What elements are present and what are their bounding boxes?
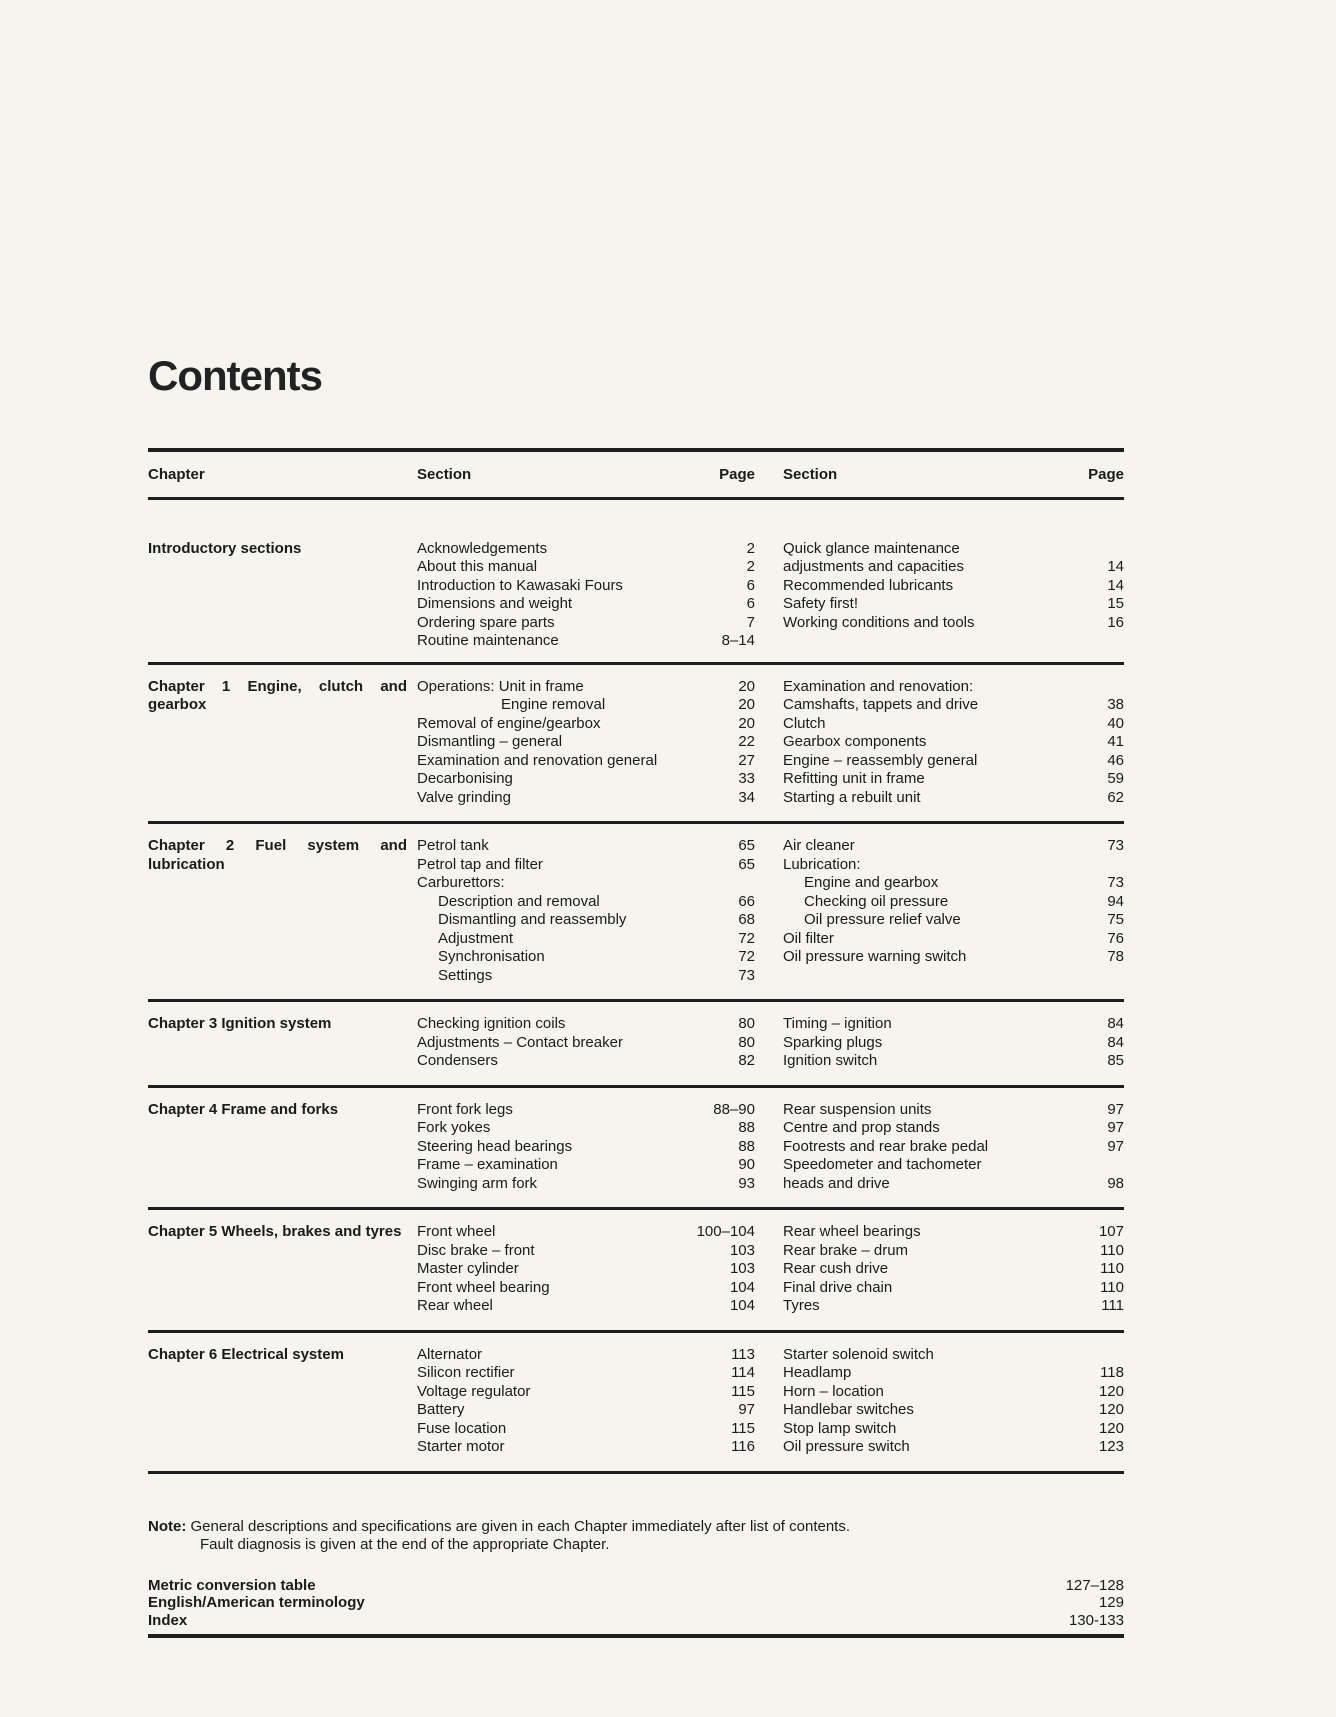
page-number: 129 (1098, 1594, 1124, 1611)
page-number: 103 (729, 1260, 755, 1277)
section-label: Decarbonising (417, 770, 513, 787)
section-label: heads and drive (783, 1174, 890, 1192)
footer-row (148, 1612, 1124, 1630)
page-number: 115 (731, 1419, 755, 1437)
column-header-page-right: Page (1088, 466, 1124, 483)
section-label: Introduction to Kawasaki Fours (417, 576, 623, 594)
toc-entry (783, 1119, 1124, 1138)
footer-row (148, 1594, 1124, 1612)
section-label: Camshafts, tappets and drive (783, 696, 979, 713)
toc-entry (783, 577, 1124, 596)
page-number: 110 (1100, 1260, 1124, 1277)
page-number: 40 (1107, 714, 1124, 732)
section-label: Stop lamp switch (783, 1419, 897, 1437)
page-number: 111 (1101, 1297, 1124, 1314)
toc-entry (417, 1015, 755, 1034)
page-number: 94 (1107, 892, 1124, 910)
page-number: 115 (731, 1382, 755, 1400)
page-number: 97 (1107, 1137, 1124, 1155)
toc-entry (783, 789, 1124, 808)
page-number: 76 (1107, 929, 1124, 947)
page-number: 104 (729, 1297, 755, 1314)
section-label: Refitting unit in frame (783, 770, 925, 787)
page-number: 88–90 (713, 1100, 755, 1118)
toc-entry (417, 558, 755, 577)
toc-entry (783, 1015, 1124, 1034)
toc-entry (783, 930, 1124, 949)
column-gap (755, 678, 783, 808)
section-label: Starter solenoid switch (783, 1345, 934, 1363)
page-number: 27 (738, 751, 755, 769)
section-label: Rear wheel (417, 1297, 493, 1314)
toc-entry (783, 1401, 1124, 1420)
page-number: 7 (746, 613, 755, 631)
page-number: 107 (1098, 1223, 1124, 1240)
page-number: 20 (738, 696, 755, 713)
section-list-left (417, 1346, 755, 1457)
page-number: 123 (1098, 1438, 1124, 1455)
section-label: Timing – ignition (783, 1015, 892, 1032)
section-label: Routine maintenance (417, 632, 559, 649)
footer-label: Index (148, 1611, 188, 1629)
page-number (699, 874, 755, 893)
page-number: 110 (1100, 1241, 1124, 1259)
section-label: Front wheel (417, 1223, 496, 1240)
column-gap (755, 1015, 783, 1071)
page-number: 116 (731, 1438, 755, 1455)
toc-entry (417, 770, 755, 789)
chapter-title: Chapter 5 Wheels, brakes and tyres (148, 1223, 402, 1240)
page-number: 33 (738, 770, 755, 787)
section-label: Description and removal (438, 892, 600, 910)
section-label: Fuse location (417, 1419, 507, 1437)
page-number: 114 (731, 1364, 755, 1381)
section-label: Horn – location (783, 1382, 884, 1400)
page-number: 84 (1107, 1015, 1124, 1032)
toc-entry (783, 911, 1124, 930)
toc-entry (417, 930, 755, 949)
section-label: Starter motor (417, 1438, 505, 1455)
page-number: 16 (1107, 613, 1124, 631)
section-label: Lubrication: (783, 855, 861, 873)
note (148, 1518, 1124, 1555)
toc-entry (417, 733, 755, 752)
page-number: 75 (1107, 911, 1124, 928)
toc-entry (417, 1401, 755, 1420)
section-label: Fork yokes (417, 1119, 491, 1136)
page-number: 130-133 (1068, 1611, 1124, 1629)
toc-entry (783, 1223, 1124, 1242)
page-number: 85 (1107, 1052, 1124, 1069)
page-number: 97 (1107, 1119, 1124, 1136)
page-number: 120 (1098, 1382, 1124, 1400)
section-label: Dismantling – general (417, 733, 563, 750)
page-number: 41 (1107, 733, 1124, 750)
toc-entry (417, 1052, 755, 1071)
section-label: Battery (417, 1401, 465, 1418)
page-number (1068, 540, 1124, 559)
toc-entry (783, 752, 1124, 771)
toc-entry (783, 1242, 1124, 1261)
page-number (1068, 1346, 1124, 1365)
column-gap (755, 1223, 783, 1316)
section-label: Rear brake – drum (783, 1241, 909, 1259)
page-title: Contents (148, 352, 322, 399)
page-number: 80 (738, 1033, 755, 1051)
toc-entry (417, 1175, 755, 1194)
toc-entry (417, 967, 755, 986)
page-number: 15 (1107, 595, 1124, 612)
page-number (1068, 678, 1124, 697)
page-number: 2 (746, 558, 755, 575)
toc-groups (148, 500, 1124, 1474)
toc-entry (417, 1260, 755, 1279)
footer-rows (148, 1577, 1124, 1630)
section-label: Sparking plugs (783, 1033, 883, 1051)
toc-entry (417, 1364, 755, 1383)
toc-entry (783, 1383, 1124, 1402)
page-number: 82 (738, 1052, 755, 1069)
toc-entry (417, 1438, 755, 1457)
toc-entry (783, 558, 1124, 577)
footer-section (148, 1577, 1124, 1639)
toc-entry (783, 614, 1124, 633)
toc-entry (783, 696, 1124, 715)
section-list-right (783, 1015, 1124, 1071)
section-label: Final drive chain (783, 1278, 893, 1296)
section-label: Centre and prop stands (783, 1119, 940, 1136)
toc-entry (417, 1156, 755, 1175)
toc-entry (417, 837, 755, 856)
note-line1: General descriptions and specifications are given in each Chapter immediately after list of contents. (186, 1517, 851, 1535)
section-label: Speedometer and tachometer (783, 1156, 982, 1173)
toc-entry (783, 1034, 1124, 1053)
toc-entry (783, 595, 1124, 614)
toc-entry (417, 856, 755, 875)
column-gap (755, 466, 783, 485)
page-number: 66 (738, 892, 755, 910)
section-label: Dimensions and weight (417, 595, 573, 612)
footer-label: Metric conversion table (148, 1576, 316, 1594)
page-number: 72 (738, 948, 755, 965)
section-label: Gearbox components (783, 733, 927, 750)
section-label: Silicon rectifier (417, 1364, 515, 1381)
section-list-left (417, 540, 755, 651)
toc-entry (783, 856, 1124, 875)
section-label: Adjustment (438, 929, 514, 947)
page-number: 34 (738, 788, 755, 806)
section-label: Petrol tap and filter (417, 855, 543, 873)
column-gap (755, 1346, 783, 1457)
section-label: Ordering spare parts (417, 613, 555, 631)
page-number: 62 (1107, 788, 1124, 806)
toc-entry (783, 1297, 1124, 1316)
toc-entry (783, 874, 1124, 893)
section-label: Rear wheel bearings (783, 1223, 921, 1240)
toc-group (148, 665, 1124, 825)
section-label: Examination and renovation: (783, 677, 974, 695)
section-label: Carburettors: (417, 874, 505, 891)
section-label: Quick glance maintenance (783, 539, 960, 557)
page-number: 78 (1107, 948, 1124, 965)
section-label: Ignition switch (783, 1052, 878, 1069)
section-list-right (783, 540, 1124, 651)
section-label: Dismantling and reassembly (438, 911, 627, 928)
page-content (148, 0, 1124, 1638)
page-number: 14 (1107, 576, 1124, 594)
page-number: 59 (1107, 770, 1124, 787)
section-label: Recommended lubricants (783, 576, 954, 594)
toc-entry (417, 1346, 755, 1365)
footer-row (148, 1577, 1124, 1595)
section-list-left (417, 1015, 755, 1071)
section-label: Working conditions and tools (783, 613, 975, 631)
toc-entry (783, 1364, 1124, 1383)
toc-header-row (148, 452, 1124, 500)
section-label: Checking oil pressure (804, 892, 949, 910)
section-label: Acknowledgements (417, 539, 548, 557)
section-label: Disc brake – front (417, 1241, 535, 1259)
toc-entry (783, 1175, 1124, 1194)
chapter-title: Chapter 2 Fuel system and lubrication (148, 837, 407, 873)
column-header-page-left: Page (719, 466, 755, 483)
section-label: Handlebar switches (783, 1401, 914, 1418)
section-label: Air cleaner (783, 837, 855, 854)
page-number: 120 (1098, 1401, 1124, 1418)
note-line2: Fault diagnosis is given at the end of the appropriate Chapter. (200, 1536, 610, 1553)
chapter-title: Chapter 1 Engine, clutch and gearbox (148, 677, 407, 713)
section-list-left (417, 678, 755, 808)
page-number: 104 (729, 1278, 755, 1296)
section-label: Starting a rebuilt unit (783, 788, 921, 806)
toc-entry (783, 1260, 1124, 1279)
page-number: 88 (738, 1137, 755, 1155)
section-label: Engine removal (501, 696, 606, 713)
section-label: Steering head bearings (417, 1137, 573, 1155)
chapter-title: Chapter 6 Electrical system (148, 1345, 344, 1363)
column-gap (755, 540, 783, 651)
toc-group (148, 1210, 1124, 1333)
toc-entry (783, 733, 1124, 752)
toc-entry (783, 715, 1124, 734)
page-number: 20 (738, 677, 755, 695)
toc-entry (417, 789, 755, 808)
section-label: Synchronisation (438, 948, 545, 965)
section-list-right (783, 837, 1124, 985)
toc-entry (417, 874, 755, 893)
column-gap (755, 837, 783, 985)
section-label: Operations: Unit in frame (417, 677, 584, 695)
section-label: Safety first! (783, 595, 859, 612)
section-label: Rear cush drive (783, 1260, 889, 1277)
toc-entry (417, 1223, 755, 1242)
toc-entry (783, 893, 1124, 912)
footer-label: English/American terminology (148, 1594, 365, 1611)
toc-entry (783, 770, 1124, 789)
page-number: 38 (1107, 696, 1124, 713)
section-label: Frame – examination (417, 1156, 558, 1173)
page-number: 100–104 (696, 1223, 755, 1240)
page-number: 6 (746, 595, 755, 612)
page-number: 46 (1107, 751, 1124, 769)
column-header-section-left: Section (417, 466, 472, 483)
toc-entry (417, 595, 755, 614)
column-gap (755, 1101, 783, 1194)
toc-entry (783, 1346, 1124, 1365)
section-label: Examination and renovation general (417, 751, 658, 769)
page-number: 20 (738, 714, 755, 732)
toc-entry (783, 678, 1124, 697)
chapter-title: Introductory sections (148, 539, 302, 557)
toc-entry (783, 1156, 1124, 1175)
toc-entry (417, 696, 755, 715)
section-label: Oil pressure relief valve (804, 911, 961, 928)
toc-header-left (417, 466, 755, 485)
toc-entry (783, 1138, 1124, 1157)
note-label: Note: (148, 1517, 187, 1535)
section-label: Headlamp (783, 1364, 852, 1381)
table-of-contents (148, 448, 1124, 1474)
column-header-section-right: Section (783, 466, 838, 483)
section-label: Oil filter (783, 929, 834, 947)
section-label: Swinging arm fork (417, 1174, 538, 1192)
chapter-title: Chapter 4 Frame and forks (148, 1100, 339, 1118)
toc-entry (783, 1420, 1124, 1439)
page-number: 73 (1107, 874, 1124, 891)
toc-entry (783, 1279, 1124, 1298)
toc-entry (417, 948, 755, 967)
page-number: 65 (738, 837, 755, 854)
section-label: Oil pressure warning switch (783, 948, 967, 965)
page-number: 97 (1107, 1100, 1124, 1118)
page-number: 127–128 (1065, 1576, 1124, 1594)
toc-entry (417, 614, 755, 633)
section-list-left (417, 1223, 755, 1316)
toc-entry (417, 1101, 755, 1120)
page-number (1068, 856, 1124, 875)
toc-entry (417, 1119, 755, 1138)
section-list-left (417, 1101, 755, 1194)
section-label: Settings (438, 966, 493, 984)
section-label: Footrests and rear brake pedal (783, 1137, 989, 1155)
page-number: 80 (738, 1015, 755, 1032)
toc-entry (417, 1242, 755, 1261)
toc-entry (417, 1279, 755, 1298)
section-label: Condensers (417, 1052, 498, 1069)
toc-group (148, 1088, 1124, 1211)
chapter-title: Chapter 3 Ignition system (148, 1015, 332, 1032)
section-list-right (783, 678, 1124, 808)
section-label: Rear suspension units (783, 1100, 932, 1118)
section-label: Master cylinder (417, 1260, 519, 1277)
section-label: Adjustments – Contact breaker (417, 1033, 623, 1051)
section-label: Front fork legs (417, 1100, 513, 1118)
toc-entry (417, 893, 755, 912)
toc-entry (417, 715, 755, 734)
toc-entry (783, 1101, 1124, 1120)
toc-entry (783, 1052, 1124, 1071)
toc-entry (417, 577, 755, 596)
section-label: Oil pressure switch (783, 1438, 910, 1455)
page-number: 98 (1107, 1174, 1124, 1192)
toc-entry (417, 1420, 755, 1439)
page-number: 73 (1107, 837, 1124, 854)
toc-entry (417, 1138, 755, 1157)
toc-entry (783, 540, 1124, 559)
section-label: Checking ignition coils (417, 1015, 566, 1032)
toc-entry (417, 540, 755, 559)
page-number: 120 (1098, 1419, 1124, 1437)
section-label: Clutch (783, 714, 826, 732)
toc-group (148, 824, 1124, 1002)
page-number: 73 (738, 966, 755, 984)
page-number: 2 (746, 539, 755, 557)
toc-entry (417, 1034, 755, 1053)
page-number: 84 (1107, 1033, 1124, 1051)
page-number: 118 (1100, 1364, 1124, 1381)
page-number: 103 (729, 1241, 755, 1259)
page-number: 113 (731, 1345, 755, 1363)
toc-group (148, 1002, 1124, 1088)
toc-group (148, 500, 1124, 665)
page-number: 68 (738, 911, 755, 928)
section-label: Valve grinding (417, 788, 511, 806)
toc-header-right (783, 466, 1124, 485)
page-number: 88 (738, 1119, 755, 1136)
section-list-left (417, 837, 755, 985)
toc-entry (417, 752, 755, 771)
toc-entry (783, 837, 1124, 856)
page-number: 14 (1107, 558, 1124, 575)
section-label: adjustments and capacities (783, 558, 964, 575)
page-number: 8–14 (721, 632, 755, 649)
page-number: 93 (738, 1174, 755, 1192)
page-number: 72 (738, 929, 755, 947)
toc-entry (417, 911, 755, 930)
section-label: Removal of engine/gearbox (417, 714, 601, 732)
page-number: 110 (1100, 1278, 1124, 1296)
section-label: Engine and gearbox (804, 874, 939, 891)
section-label: About this manual (417, 558, 538, 575)
page-number: 90 (738, 1156, 755, 1173)
toc-entry (417, 1383, 755, 1402)
page-number: 97 (738, 1401, 755, 1418)
section-label: Tyres (783, 1297, 820, 1314)
page-number: 65 (738, 855, 755, 873)
section-list-right (783, 1101, 1124, 1194)
section-label: Petrol tank (417, 837, 489, 854)
page-number (1068, 1156, 1124, 1175)
section-label: Voltage regulator (417, 1382, 531, 1400)
section-list-right (783, 1223, 1124, 1316)
section-label: Alternator (417, 1345, 483, 1363)
toc-entry (783, 948, 1124, 967)
section-label: Engine – reassembly general (783, 751, 978, 769)
section-label: Front wheel bearing (417, 1278, 550, 1296)
toc-entry (417, 1297, 755, 1316)
section-list-right (783, 1346, 1124, 1457)
toc-entry (417, 632, 755, 651)
page-number: 22 (738, 733, 755, 750)
toc-group (148, 1333, 1124, 1474)
toc-entry (417, 678, 755, 697)
toc-entry (783, 1438, 1124, 1457)
page-number: 6 (746, 576, 755, 594)
column-header-chapter: Chapter (148, 466, 205, 483)
